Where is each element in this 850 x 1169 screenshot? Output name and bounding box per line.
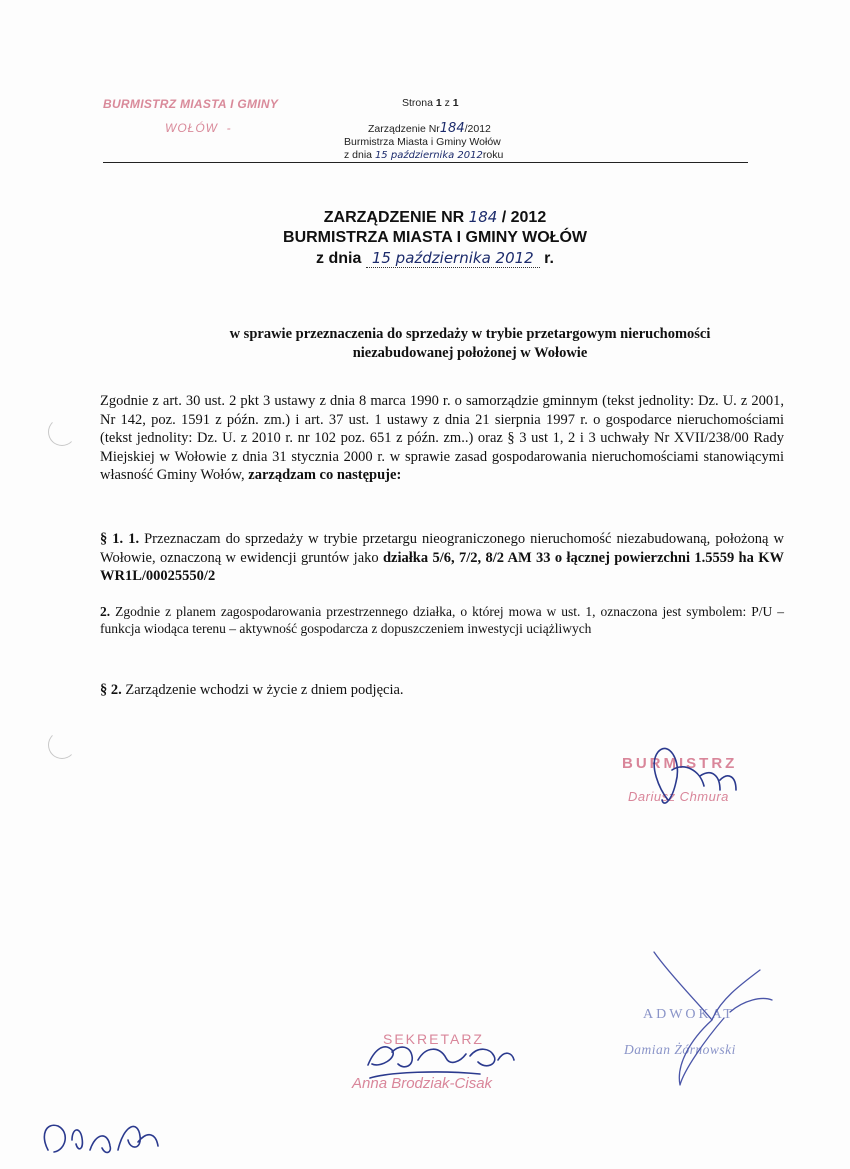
sekretarz-signature xyxy=(368,1047,514,1078)
preamble-paragraph: Zgodnie z art. 30 ust. 2 pkt 3 ustawy z dnia 8 marca 1990 r. o samorządzie gminnym (tekst jednolity: Dz. U. z 2001, Nr 142, poz. 1591 z późn. zm.) i art. 37 ust. 1 ustawy z dnia 21 sierpnia 1997 r. o gospodarce nieruchomościami (tekst jednolity: Dz. U. z 2010 r. nr 102 poz. 651 z późn. zm..) oraz § 3 ust 1, 2 i 3 uchwały Nr XVII/238/00 Rady Miejskiej w Wołowie z dnia 31 stycznia 2000 r. w sprawie zasad gospodarowania nieruchomościami stanowiącymi własność Gminy Wołów, zarządzam co następuje: xyxy=(100,393,784,483)
section-2-paragraph: § 2. Zarządzenie wchodzi w życie z dniem podjęcia. xyxy=(100,682,404,698)
page-indicator: Strona 1 z 1 xyxy=(402,97,459,109)
header-divider xyxy=(103,162,748,163)
punch-hole-bottom xyxy=(48,731,76,759)
adwokat-stamp-name: Damian Żórnowski xyxy=(624,1042,736,1057)
title-line3: z dnia 15 października 2012 r. xyxy=(316,249,554,267)
subject-line1: w sprawie przeznaczenia do sprzedaży w trybie przetargowym nieruchomości xyxy=(229,326,711,342)
sekretarz-stamp-name: Anna Brodziak-Cisak xyxy=(352,1075,493,1092)
header-date: z dnia 15 października 2012roku xyxy=(344,149,504,161)
title-line1: ZARZĄDZENIE NR 184 / 2012 xyxy=(323,208,547,226)
burmistrz-stamp-title: BURMISTRZ xyxy=(622,755,738,772)
office-stamp xyxy=(103,97,279,135)
title-line2: BURMISTRZA MIASTA I GMINY WOŁÓW xyxy=(283,229,587,246)
burmistrz-stamp-name: Dariusz Chmura xyxy=(628,789,729,804)
header-issuer: Burmistrza Miasta i Gminy Wołów xyxy=(344,136,501,148)
header-order-number: Zarządzenie Nr184/2012 xyxy=(368,121,491,136)
office-stamp-line1: BURMISTRZ MIASTA I GMINY xyxy=(103,97,279,111)
section-1-paragraph-2: 2. Zgodnie z planem zagospodarowania przestrzennego działka, o której mowa w ust. 1, oznaczona jest symbolem: P/U – funkcja wiodąca terenu – aktywność gospodarcza z dopuszczeniem inwestycji uciążliwych xyxy=(100,604,784,636)
subject-line2: niezabudowanej położonej w Wołowie xyxy=(352,345,588,361)
adwokat-stamp-title: ADWOKAT xyxy=(643,1007,735,1022)
section-1-paragraph-1: § 1. 1. Przeznaczam do sprzedaży w trybie przetargu nieograniczonego nieruchomość niezabudowaną, położoną w Wołowie, oznaczoną w ewidencji gruntów jako działka 5/6, 7/2, 8/2 AM 33 o łącznej powierzchni 1.5559 ha KW WR1L/00025550/2 xyxy=(100,531,784,584)
initials-bottom-left xyxy=(44,1125,158,1152)
office-stamp-line2: WOŁÓW - xyxy=(165,121,232,135)
punch-hole-top xyxy=(48,418,76,446)
sekretarz-stamp-title: SEKRETARZ xyxy=(383,1031,484,1047)
